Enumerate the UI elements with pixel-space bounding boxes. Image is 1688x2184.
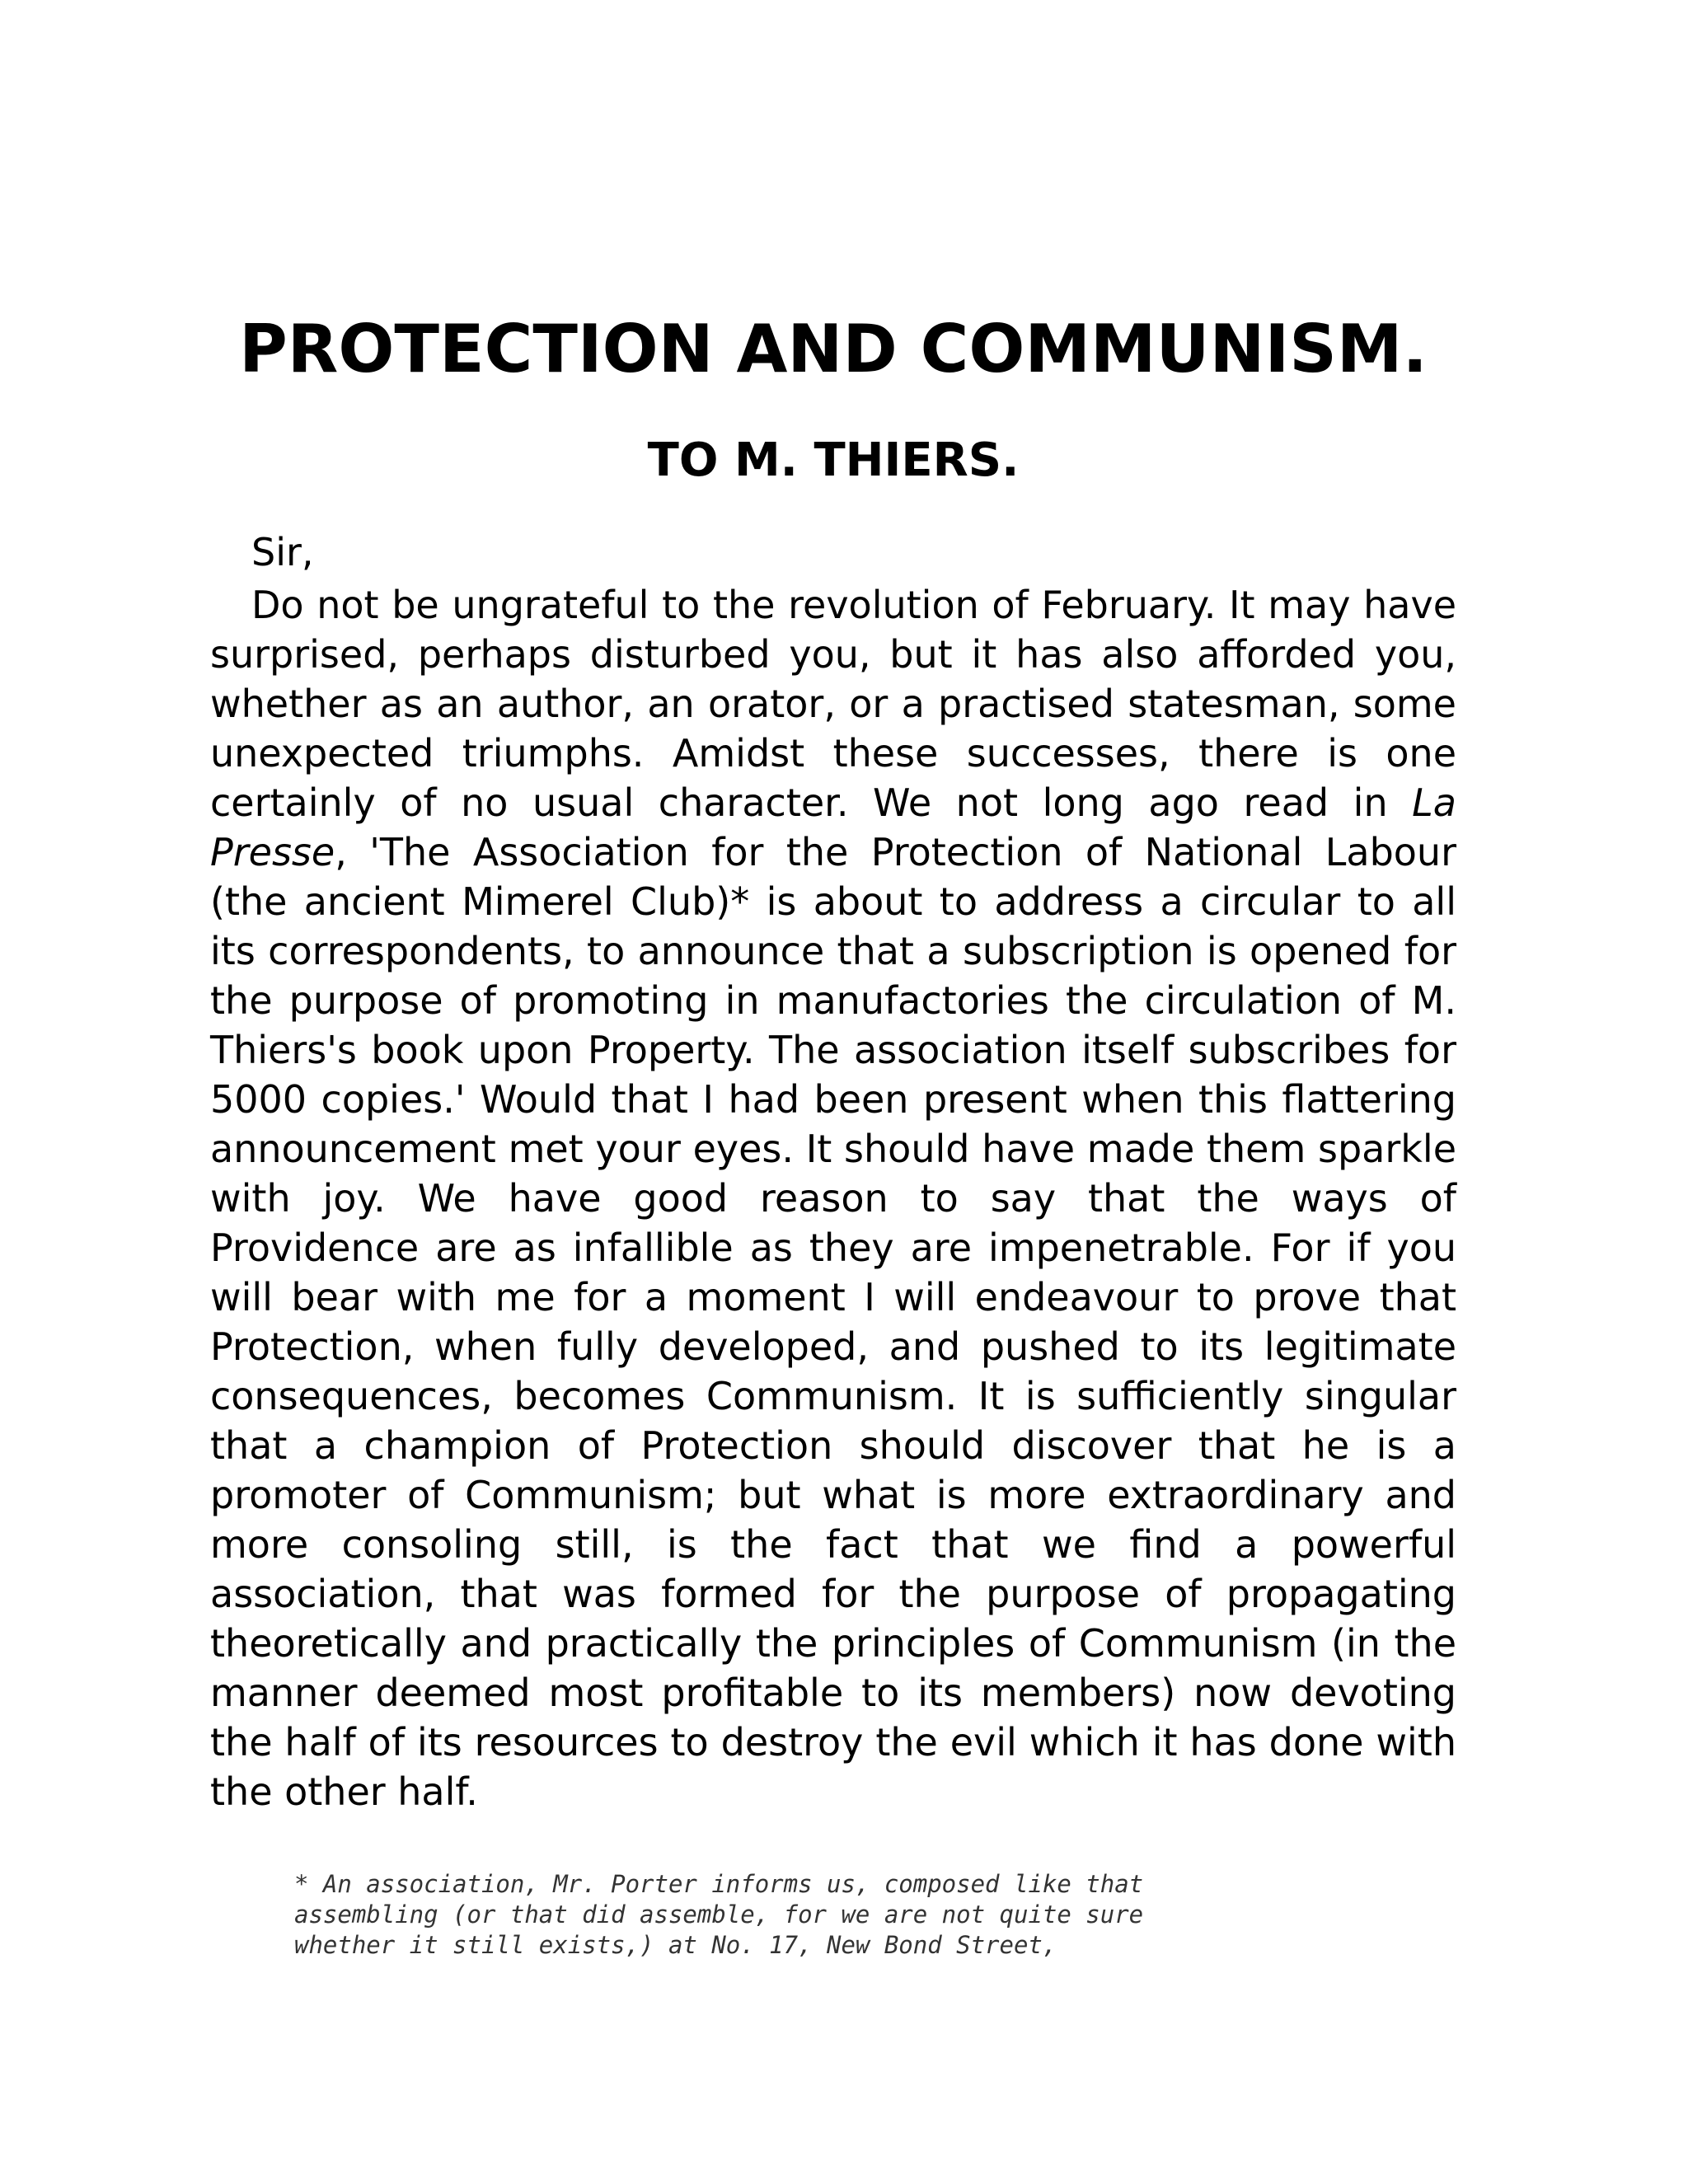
paragraph-text-part2: , 'The Association for the Protection of National Labour (the ancient Mimerel Club)* is about to address a circular to all its correspondents, to announce that a subscription is opened for the purpose of promoting in manufactories the circulation of M. Thiers's book upon Property. The association itself subscribes for 5000 copies.' Would that I had been present when this flattering announcement met your eyes. It should have made them sparkle with joy. We have good reason to say that the ways of Providence are as infallible as they are impenetrable. For if you will bear with me for a moment I will endeavour to prove that Protection, when fully developed, and pushed to its legitimate consequences, becomes Communism. It is sufficiently singular that a champion of Protection should discover that he is a promoter of Communism; but what is more extraordinary and more consoling still, is the fact that we find a powerful association, that was formed for the purpose of propagating theoretically and practically the principles of Communism (in the manner deemed most profitable to its members) now devoting the half of its resources to destroy the evil which it has done with the other half. <box>210 829 1456 1814</box>
footnote: * An association, Mr. Porter informs us, composed like that assembling (or that did assemble, for we are not quite sure whether it still exists,) at No. 17, New Bond Street, <box>294 1870 1144 1959</box>
salutation: Sir, <box>251 529 314 574</box>
page-title: PROTECTION AND COMMUNISM. <box>239 311 1428 387</box>
paragraph-text-part1: Do not be ungrateful to the revolution of February. It may have surprised, perhaps disturbed you, but it has also afforded you, whether as an author, an orator, or a practised statesman, some unexpected triumphs. Amidst these successes, there is one certainly of no usual character. We not long ago read in <box>210 582 1456 825</box>
page-subtitle: TO M. THIERS. <box>647 434 1020 487</box>
body-paragraph <box>210 580 1456 1816</box>
publication-title: La Presse <box>210 780 1456 874</box>
page-content <box>210 313 1456 1816</box>
